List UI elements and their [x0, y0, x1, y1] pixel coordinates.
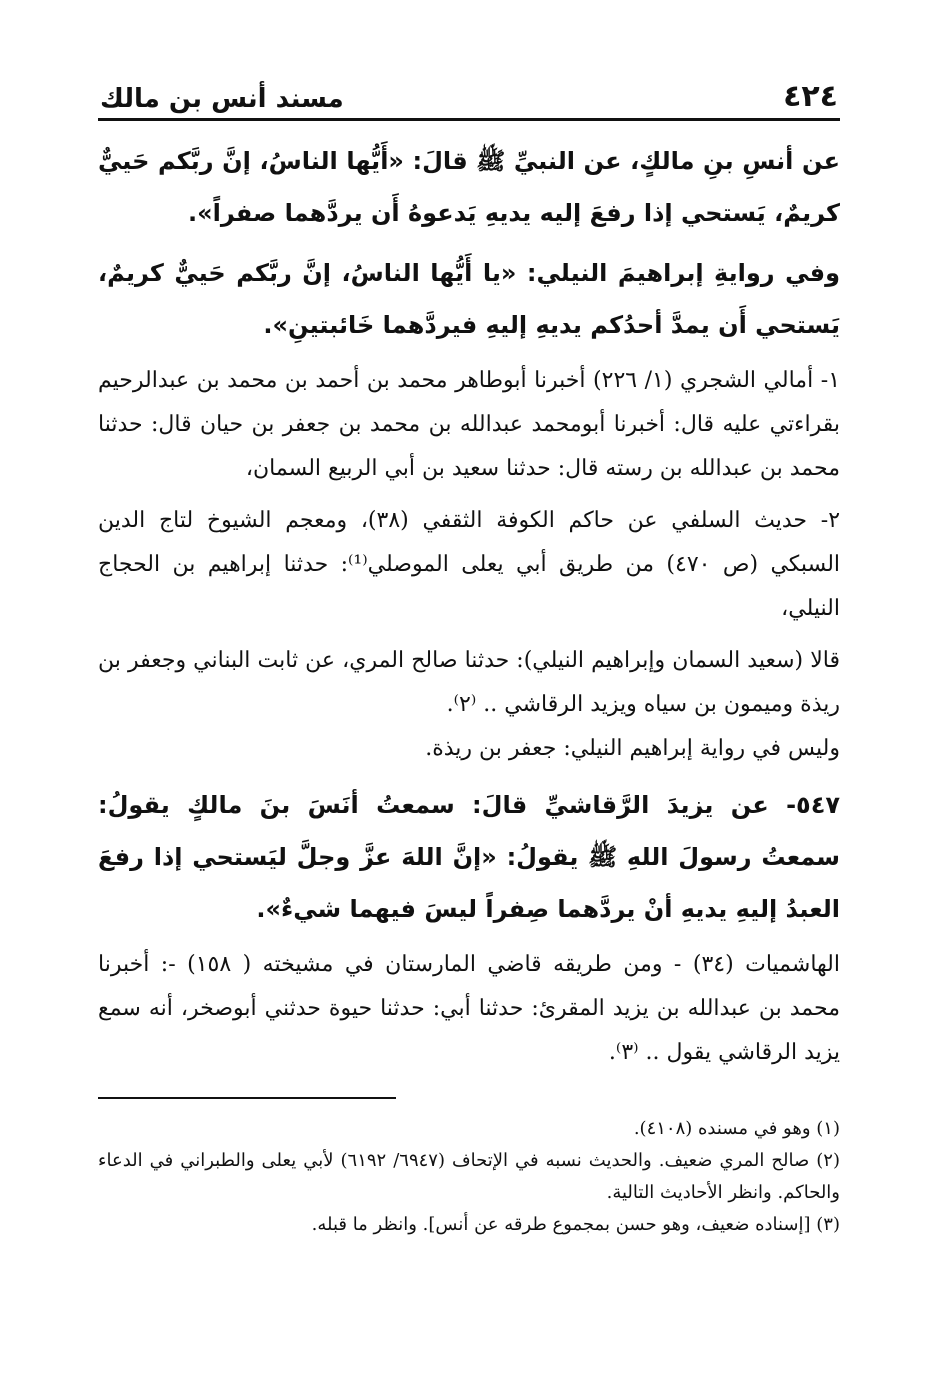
- hadith-variant-text: وفي روايةِ إبراهيمَ النيلي: «يا أَيُّها الناسُ، إنَّ ربَّكم حَييٌّ كريمٌ، يَستحي أَن يمدَّ أحدُكم يديهِ إليهِ فيردَّهما خَائبتينِ».: [98, 259, 840, 339]
- footnote-1: (١) وهو في مسنده (٤١٠٨).: [633, 1118, 840, 1139]
- footnote-3: (٣) [إسناده ضعيف، وهو حسن بمجموع طرقه عن أنس]. وانظر ما قبله.: [311, 1214, 840, 1235]
- page-header: [98, 70, 840, 121]
- source-paragraph-2: ٢- حديث السلفي عن حاكم الكوفة الثقفي (٣٨)، ومعجم الشيوخ لتاج الدين السبكي (ص ٤٧٠) من طريق أبي يعلى الموصلي⁽¹⁾: حدثنا إبراهيم بن الحجاج النيلي،: [98, 508, 841, 621]
- page-number: ٤٢٤: [783, 79, 838, 114]
- hadith-text: عن أنسِ بنِ مالكٍ، عن النبيِّ ﷺ قالَ: «أَيُّها الناسُ، إنَّ ربَّكم حَييٌّ كريمٌ، يَستحي إذا رفعَ إليه يديهِ يَدعوهُ أَن يردَّهما صفراً».: [98, 147, 840, 227]
- running-title: مسند أنس بن مالك: [100, 84, 344, 114]
- page-body: [98, 135, 840, 1241]
- book-page: [98, 70, 840, 1241]
- hadith-547-text: ٥٤٧- عن يزيدَ الرَّقاشيِّ قالَ: سمعتُ أنَسَ بنَ مالكٍ يقولُ: سمعتُ رسولَ اللهِ ﷺ يقولُ: «إنَّ اللهَ عزَّ وجلَّ ليَستحي إذا رفعَ العبدُ إليهِ يديهِ أنْ يردَّهما صِفراً ليسَ فيهما شيءٌ».: [98, 791, 840, 923]
- source-paragraph-3: الهاشميات (٣٤) - ومن طريقه قاضي المارستان في مشيخته ( ١٥٨) -: أخبرنا محمد بن عبدالله بن يزيد المقرئ: حدثنا أبي: حدثنا حيوة حدثني أبوصخر، أنه سمع يزيد الرقاشي يقول .. ⁽٣⁾.: [98, 952, 840, 1065]
- note-paragraph: وليس في رواية إبراهيم النيلي: جعفر بن ريذة.: [425, 736, 840, 761]
- footnote-2: (٢) صالح المري ضعيف. والحديث نسبه في الإتحاف (٦٩٤٧/ ٦١٩٢) لأبي يعلى والطبراني في الدعاء والحاكم. وانظر الأحاديث التالية.: [98, 1150, 840, 1203]
- footnote-divider: [98, 1097, 396, 1099]
- chain-paragraph: قالا (سعيد السمان وإبراهيم النيلي): حدثنا صالح المري، عن ثابت البناني وجعفر بن ريذة وميمون بن سياه ويزيد الرقاشي .. ⁽٢⁾.: [98, 648, 840, 717]
- source-paragraph-1: ١- أمالي الشجري (١/ ٢٢٦) أخبرنا أبوطاهر محمد بن أحمد بن محمد بن عبدالرحيم بقراءتي عليه قال: أخبرنا أبومحمد عبدالله بن محمد بن جعفر بن حيان قال: حدثنا محمد بن عبدالله بن رسته قال: حدثنا سعيد بن أبي الربيع السمان،: [98, 368, 841, 481]
